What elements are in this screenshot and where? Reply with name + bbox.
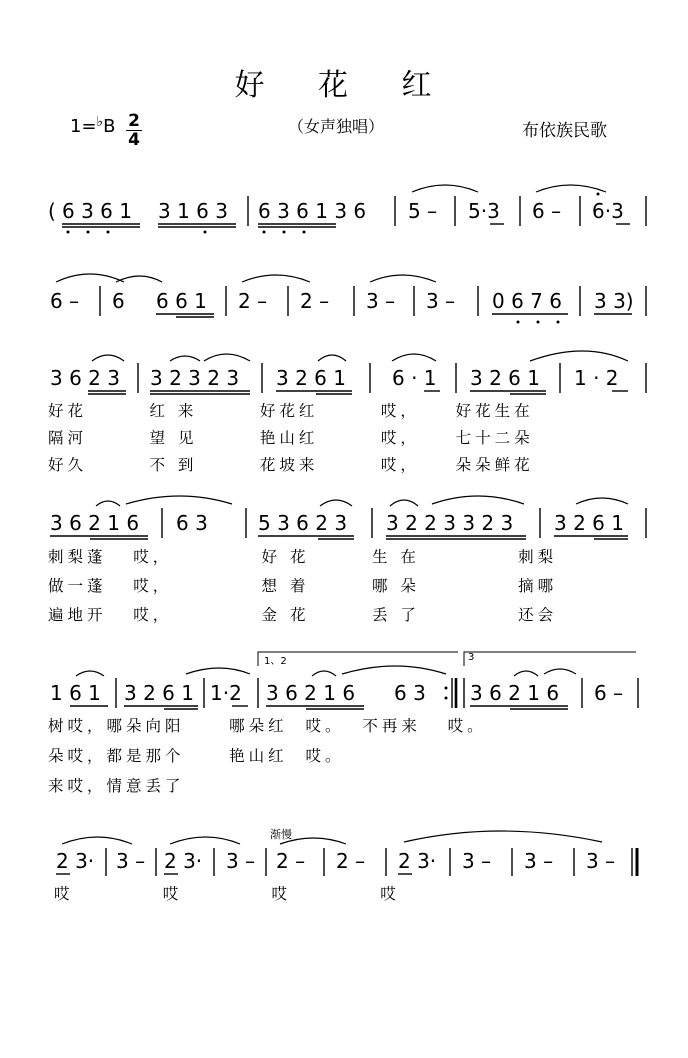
row1-notes-b: 3 1 6 3 xyxy=(158,199,228,223)
performance-note: （女声独唱） xyxy=(288,117,385,136)
row1-notes-a: 6 3 6 1 xyxy=(62,199,132,223)
row6-lyric-1: 哎 哎 哎 哎 xyxy=(54,885,400,903)
tempo-marking-ritardando: 渐慢 xyxy=(270,828,292,841)
svg-text:3 2 6 1: 3 2 6 1 xyxy=(554,511,624,535)
flat-sign: ♭ xyxy=(96,114,104,130)
svg-text:1·2: 1·2 xyxy=(210,681,242,705)
row4-lyric-2: 做一蓬 哎， 想 着 哪 朵 摘哪 xyxy=(48,577,558,595)
svg-text:2 3·: 2 3· xyxy=(56,849,95,873)
svg-text:3 2 6 1: 3 2 6 1 xyxy=(276,366,346,390)
volta-3-label: 3 xyxy=(468,652,475,663)
svg-text:3 2 2 3 3 2 3: 3 2 2 3 3 2 3 xyxy=(386,511,514,535)
row5-lyric-1: 树哎，哪朵向阳 哪朵红 哎。 不再来 哎。 xyxy=(48,717,487,735)
svg-text:3 –: 3 – xyxy=(586,849,616,873)
score-row-1 xyxy=(0,178,688,238)
score-row-4 xyxy=(0,490,688,542)
svg-text:6 3: 6 3 xyxy=(394,681,426,705)
svg-text:5 3 6 2 3: 5 3 6 2 3 xyxy=(258,511,348,535)
score-row-2 xyxy=(0,268,688,328)
notation-row-4 xyxy=(0,490,688,542)
svg-text:2 3·: 2 3· xyxy=(164,849,203,873)
row3-lyric-1: 好花 红 来 好花红 哎， 好花生在 xyxy=(48,402,534,420)
notation-row-1 xyxy=(0,178,688,238)
svg-text:3 6 2 1 6: 3 6 2 1 6 xyxy=(50,511,140,535)
time-signature xyxy=(126,112,142,149)
svg-text:3 –: 3 – xyxy=(116,849,146,873)
svg-text:2 –: 2 – xyxy=(336,849,366,873)
svg-text:1 · 2: 1 · 2 xyxy=(574,366,619,390)
svg-text:6 –: 6 – xyxy=(532,199,562,223)
svg-text:3 2 6 1: 3 2 6 1 xyxy=(124,681,194,705)
svg-text:3 6 2 1 6: 3 6 2 1 6 xyxy=(266,681,356,705)
svg-text:3 –: 3 – xyxy=(226,849,256,873)
notation-row-3 xyxy=(0,345,688,397)
key-signature xyxy=(70,114,116,137)
score-row-5 xyxy=(0,650,688,712)
svg-text:3 –: 3 – xyxy=(366,289,396,313)
svg-text:3 6 2 3: 3 6 2 3 xyxy=(50,366,120,390)
svg-text:5 –: 5 – xyxy=(408,199,438,223)
time-numerator: 2 xyxy=(128,111,140,131)
row5-lyric-3: 来哎，情意丢了 xyxy=(48,777,185,795)
svg-text:6 3: 6 3 xyxy=(176,511,208,535)
svg-text:3 2 3 2 3: 3 2 3 2 3 xyxy=(150,366,240,390)
row1-open-paren: ( xyxy=(48,199,56,223)
svg-text:2 –: 2 – xyxy=(300,289,330,313)
key-label: 1= xyxy=(70,116,97,137)
svg-text:3 –: 3 – xyxy=(426,289,456,313)
svg-text:3 –: 3 – xyxy=(524,849,554,873)
row5-lyric-2: 朵哎，都是那个 艳山红 哎。 xyxy=(48,747,345,765)
score-row-3 xyxy=(0,345,688,397)
svg-text:3 –: 3 – xyxy=(462,849,492,873)
row4-lyric-3: 遍地开 哎， 金 花 丢 了 还会 xyxy=(48,606,558,624)
svg-text:3 6 2 1 6: 3 6 2 1 6 xyxy=(470,681,560,705)
row1-notes-c: 6 3 6 1 3 6 xyxy=(258,199,367,223)
song-origin: 布依族民歌 xyxy=(522,121,607,141)
svg-text:6: 6 xyxy=(112,289,125,313)
row3-lyric-2: 隔河 望 见 艳山红 哎， 七十二朵 xyxy=(48,429,534,447)
notation-row-2 xyxy=(0,268,688,328)
svg-text:1 6 1: 1 6 1 xyxy=(50,681,101,705)
key-note: B xyxy=(103,116,116,137)
svg-text:2 –: 2 – xyxy=(238,289,268,313)
row4-lyric-1: 刺梨蓬 哎， 好 花 生 在 刺梨 xyxy=(48,548,558,566)
svg-text:5·3: 5·3 xyxy=(468,199,500,223)
time-denominator: 4 xyxy=(126,130,142,149)
volta-1-2-label: 1、2 xyxy=(264,656,287,667)
svg-text:2 –: 2 – xyxy=(276,849,306,873)
svg-text:0 6 7 6: 0 6 7 6 xyxy=(492,289,562,313)
svg-text:6·3: 6·3 xyxy=(592,199,624,223)
svg-text:6 –: 6 – xyxy=(50,289,80,313)
svg-text:3 3): 3 3) xyxy=(594,289,634,313)
svg-text:6 · 1: 6 · 1 xyxy=(392,366,437,390)
score-row-6 xyxy=(0,826,688,878)
song-title: 好 花 红 xyxy=(234,68,454,103)
svg-text:6 –: 6 – xyxy=(594,681,624,705)
svg-text:2 3·: 2 3· xyxy=(398,849,437,873)
notation-row-6 xyxy=(0,826,688,878)
row3-lyric-3: 好久 不 到 花坡来 哎， 朵朵鲜花 xyxy=(48,456,534,474)
notation-row-5 xyxy=(0,650,688,712)
svg-text:6 6 1: 6 6 1 xyxy=(156,289,207,313)
svg-text:3 2 6 1: 3 2 6 1 xyxy=(470,366,540,390)
